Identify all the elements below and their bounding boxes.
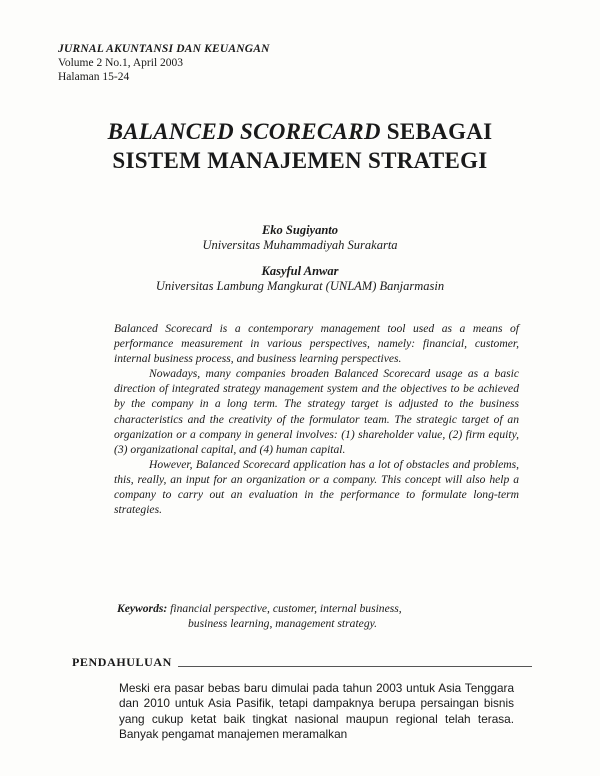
paper-title-line2: SISTEM MANAJEMEN STRATEGI — [112, 148, 488, 173]
author-name: Eko Sugiyanto — [261, 223, 339, 237]
journal-name: JURNAL AKUNTANSI DAN KEUANGAN — [58, 43, 270, 55]
section-title: PENDAHULUAN — [72, 655, 178, 670]
keywords-line1: financial perspective, customer, internal business, — [170, 602, 402, 615]
journal-pages: Halaman 15-24 — [58, 71, 130, 83]
author-1 — [0, 223, 600, 253]
abstract-paragraph: However, Balanced Scorecard application has a lot of obstacles and problems, this, really, an input for an organization or a company. This concept will also help a company to carry out an evaluation in the performance to formulate long-term strategies. — [114, 457, 519, 517]
author-affiliation: Universitas Lambung Mangkurat (UNLAM) Banjarmasin — [155, 279, 445, 293]
journal-volume: Volume 2 No.1, April 2003 — [58, 57, 184, 69]
keywords-label: Keywords: — [117, 602, 168, 615]
paper-title-line1 — [0, 117, 600, 146]
paper-title — [0, 117, 600, 175]
journal-header — [58, 42, 270, 84]
keywords — [117, 601, 537, 631]
abstract — [114, 321, 519, 517]
author-2 — [0, 264, 600, 294]
author-name: Kasyful Anwar — [261, 264, 339, 278]
abstract-paragraph: Nowadays, many companies broaden Balanced Scorecard usage as a basic direction of integrated strategy management system and the objectives to be achieved by the company in a long term. The strategy target is adjusted to the business characteristics and the creativity of the formulator team. The strategic target of an organization or a company in general involves: (1) shareholder value, (2) firm equity, (3) organizational capital, and (4) human capital. — [114, 367, 519, 456]
section-body-text: Meski era pasar bebas baru dimulai pada tahun 2003 untuk Asia Tenggara dan 2010 untuk Asia Pasifik, tetapi dampaknya berupa persaingan bisnis yang cukup ketat baik tingkat nasional maupun regional telah terasa. Banyak pengamat manajemen meramalkan — [119, 681, 514, 741]
abstract-paragraph: Balanced Scorecard is a contemporary management tool used as a means of performance measurement in various perspectives, namely: financial, customer, internal business process, and business learning perspectives. — [114, 322, 519, 366]
keywords-line2: business learning, management strategy. — [188, 617, 378, 631]
paper-title-italic: BALANCED SCORECARD — [107, 119, 381, 144]
paper-title-rest: SEBAGAI — [380, 119, 493, 144]
author-affiliation: Universitas Muhammadiyah Surakarta — [202, 238, 398, 252]
